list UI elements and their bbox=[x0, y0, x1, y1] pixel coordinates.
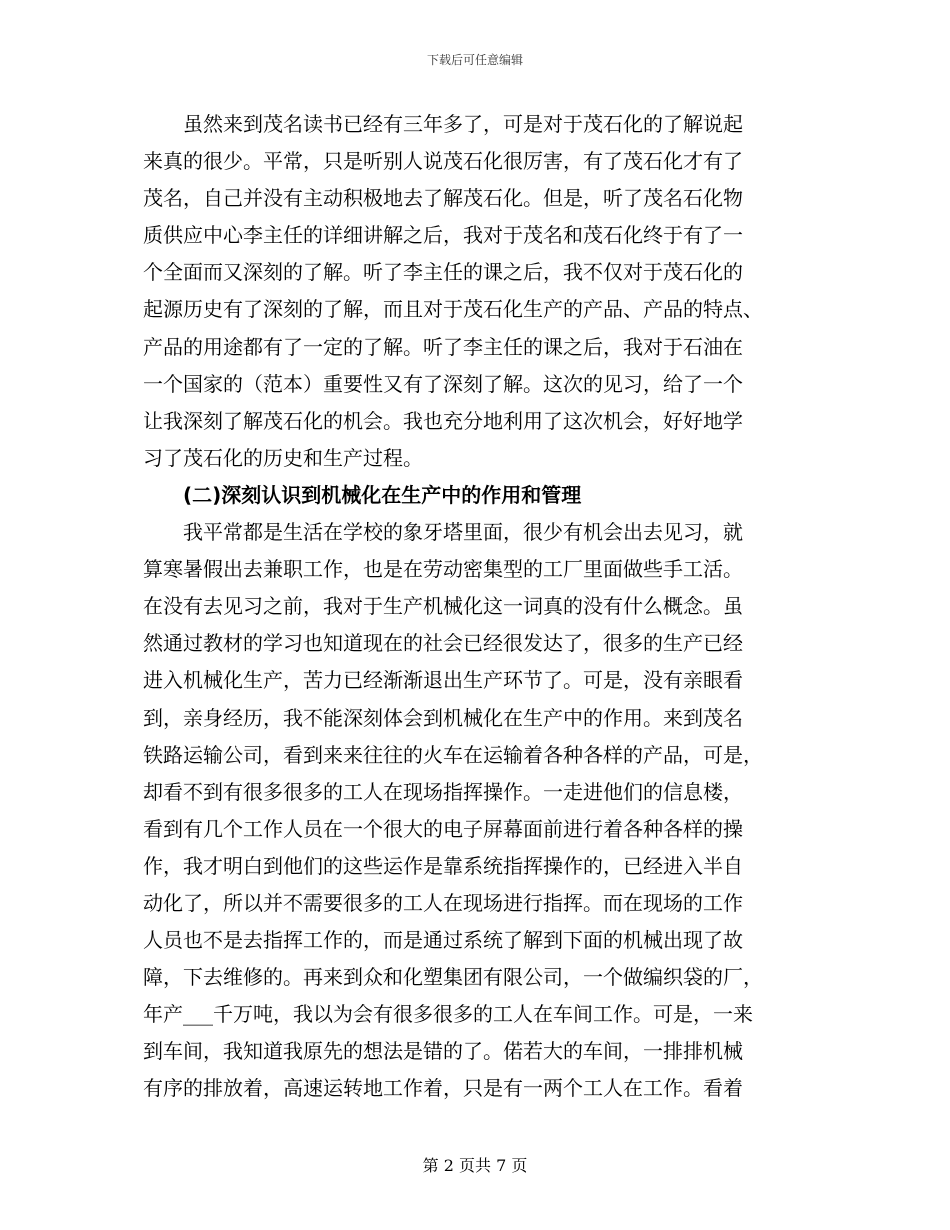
text-line: 看到有几个工作人员在一个很大的电子屏幕面前进行着各种各样的操 bbox=[143, 816, 743, 841]
text-line: 一个国家的（范本）重要性又有了深刻了解。这次的见习，给了一个 bbox=[143, 371, 743, 396]
text-line: 到，亲身经历，我不能深刻体会到机械化在生产中的作用。来到茂名 bbox=[143, 705, 743, 730]
text-line: 然通过教材的学习也知道现在的社会已经很发达了，很多的生产已经 bbox=[143, 631, 743, 656]
text-line: 虽然来到茂名读书已经有三年多了，可是对于茂石化的了解说起 bbox=[143, 112, 743, 136]
section-heading: (二)深刻认识到机械化在生产中的作用和管理 bbox=[143, 482, 582, 507]
paragraph-2 bbox=[143, 514, 809, 1108]
text-line: 障，下去维修的。再来到众和化塑集团有限公司，一个做编织袋的厂， bbox=[143, 965, 763, 990]
text-line: 让我深刻了解茂石化的机会。我也充分地利用了这次机会，好好地学 bbox=[143, 408, 743, 433]
text-line: 我平常都是生活在学校的象牙塔里面，很少有机会出去见习，就 bbox=[143, 520, 743, 545]
text-line: 质供应中心李主任的详细讲解之后，我对于茂名和茂石化终于有了一 bbox=[143, 223, 743, 248]
text-line: 起源历史有了深刻的了解，而且对于茂石化生产的产品、产品的特点、 bbox=[143, 297, 763, 322]
text-line: 年产___千万吨，我以为会有很多很多的工人在车间工作。可是，一来 bbox=[143, 1002, 753, 1027]
text-line: 铁路运输公司，看到来来往往的火车在运输着各种各样的产品，可是， bbox=[143, 742, 763, 767]
text-line: 算寒暑假出去兼职工作，也是在劳动密集型的工厂里面做些手工活。 bbox=[143, 557, 743, 582]
text-line: 产品的用途都有了一定的了解。听了李主任的课之后，我对于石油在 bbox=[143, 334, 743, 359]
text-line: 进入机械化生产，苦力已经渐渐退出生产环节了。可是，没有亲眼看 bbox=[143, 668, 743, 693]
text-line: 人员也不是去指挥工作的，而是通过系统了解到下面的机械出现了故 bbox=[143, 928, 743, 953]
text-line: 有序的排放着，高速运转地工作着，只是有一两个工人在工作。看着 bbox=[143, 1076, 743, 1101]
text-line: 动化了，所以并不需要很多的工人在现场进行指挥。而在现场的工作 bbox=[143, 890, 743, 915]
text-line: 在没有去见习之前，我对于生产机械化这一词真的没有什么概念。虽 bbox=[143, 594, 743, 619]
document-body bbox=[143, 106, 809, 1108]
text-line: 习了茂石化的历史和生产过程。 bbox=[143, 445, 423, 470]
page-header: 下载后可任意编辑 bbox=[426, 53, 523, 67]
text-line: 个全面而又深刻的了解。听了李主任的课之后，我不仅对于茂石化的 bbox=[143, 260, 743, 285]
text-line: 到车间，我知道我原先的想法是错的了。偌若大的车间，一排排机械 bbox=[143, 1039, 743, 1064]
text-line: 来真的很少。平常，只是听别人说茂石化很厉害，有了茂石化才有了 bbox=[143, 149, 743, 174]
page-number-footer: 第 2 页共 7 页 bbox=[422, 1156, 528, 1175]
text-line: 作，我才明白到他们的这些运作是靠系统指挥操作的，已经进入半自 bbox=[143, 853, 743, 878]
text-line: 却看不到有很多很多的工人在现场指挥操作。一走进他们的信息楼， bbox=[143, 779, 743, 804]
text-line: 茂名，自己并没有主动积极地去了解茂石化。但是，听了茂名石化物 bbox=[143, 186, 743, 211]
paragraph-1 bbox=[143, 106, 809, 477]
